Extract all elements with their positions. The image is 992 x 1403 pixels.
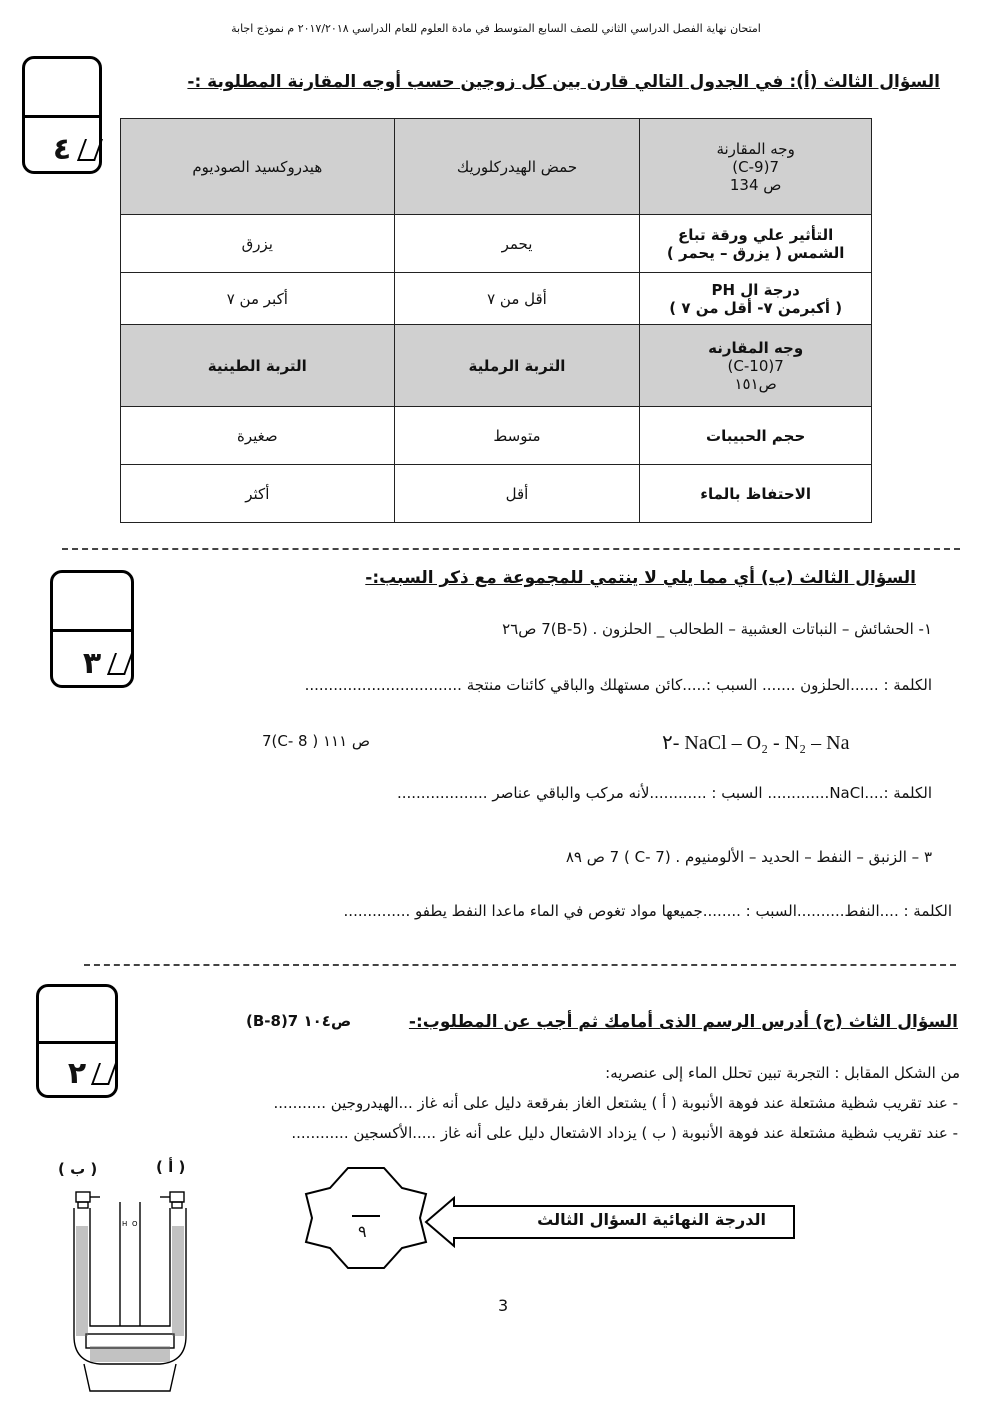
question-title: السؤال الثاث (ج) أدرس الرسم الذى أمامك ثم أجب عن المطلوب:- (408, 1012, 958, 1032)
electrolysis-apparatus-image (60, 1186, 200, 1396)
cell: يحمر (394, 215, 640, 273)
answer-1: الكلمة : ......الحلزون ....... السبب :.....كائن مستهلك والباقي كائنات منتجة ................................. (304, 676, 932, 694)
answer-line-b: - عند تقريب شظية مشتعلة عند فوهة الأنبوبة ( ب ) يزداد الاشتعال دليل على أنه غاز .....الأكسجين ............ (291, 1124, 958, 1142)
answer-3: الكلمة : ....النفط..........السبب : ........جميعها مواد تغوص في الماء ماعدا النفط يطفو .............. (343, 902, 952, 920)
score-box-q3b (50, 570, 134, 688)
cell: هيدروكسيد الصوديوم (121, 119, 395, 215)
question-title: السؤال الثالث (أ): في الجدول التالي قارن بين كل زوجين حسب أوجه المقارنة المطلوبة :- (187, 72, 940, 92)
final-score-label: الدرجة النهائية السؤال الثالث (537, 1210, 766, 1229)
section-divider (84, 964, 956, 966)
cell: أكبر من ٧ (121, 273, 395, 325)
table-row (121, 215, 872, 273)
cell: التربة الرملية (394, 325, 640, 407)
answer-2: الكلمة :....NaCl............. السبب : ............لأنه مركب والباقي عناصر ................... (396, 784, 932, 802)
aspect-line: التأثير علي ورقة تباع (677, 225, 834, 244)
intro-text: من الشكل المقابل : التجربة تبين تحلل الماء إلى عنصريه: (605, 1064, 960, 1082)
score-value: ٢ (67, 1056, 87, 1091)
aspect-line: ص١٥١ (734, 374, 777, 393)
tube-b-label: ( ب ) (58, 1160, 98, 1178)
cell: حجم الحبيبات (640, 407, 872, 465)
item-3: ٣ – الزنبق – النفط – الحديد – الألومنيوم . (C- 7 ) 7 ص ٨٩ (565, 848, 932, 866)
final-score-badge (302, 1164, 430, 1272)
final-score-denominator: ٩ (358, 1222, 367, 1241)
aspect-line: 7(C-9) (732, 157, 779, 176)
cell: صغيرة (121, 407, 395, 465)
comparison-table (120, 118, 872, 523)
table-row (121, 273, 872, 325)
table-row (121, 119, 872, 215)
question-ref: (B-8)7 ص١٠٤ (246, 1012, 352, 1030)
score-box-q3a (22, 56, 102, 174)
cell: أقل (394, 465, 640, 523)
aspect-line: ( أكبرمن ٧- أقل من ٧ ) (669, 298, 843, 317)
table-row (121, 325, 872, 407)
aspect-line: وجه المقارنه (708, 338, 804, 357)
score-box-q3c (36, 984, 118, 1098)
page-number: 3 (498, 1296, 509, 1315)
table-row (121, 465, 872, 523)
tube-a-label: ( أ ) (156, 1158, 186, 1176)
item-2: ٢- NaCl – O₂ - N₂ – Na (662, 732, 850, 754)
table-row (121, 407, 872, 465)
cell: أقل من ٧ (394, 273, 640, 325)
answer-line-a: - عند تقريب شظية مشتعلة عند فوهة الأنبوبة ( أ ) يشتعل الغاز بفرقعة دليل على أنه غاز ...الهيدروجين ........... (273, 1094, 958, 1112)
score-value: ٤ (52, 132, 72, 167)
score-value: ٣ (82, 646, 102, 681)
aspect-line: درجة ال PH (711, 280, 800, 299)
exam-header: امتحان نهاية الفصل الدراسي الثاني للصف السابع المتوسط في مادة العلوم للعام الدراسي ٢٠١٧/٢٠١٨ م نموذج اجابة (231, 22, 761, 35)
svg-text:O: O (132, 1220, 138, 1228)
cell: متوسط (394, 407, 640, 465)
cell: الاحتفاظ بالماء (640, 465, 872, 523)
aspect-line: ص 134 (729, 175, 782, 194)
section-divider (62, 548, 960, 550)
svg-text:H: H (122, 1220, 128, 1228)
aspect-line: وجه المقارنة (716, 139, 795, 158)
cell: أكثر (121, 465, 395, 523)
cell: يزرق (121, 215, 395, 273)
cell: التربة الطينية (121, 325, 395, 407)
aspect-line: 7(C-10) (727, 356, 784, 375)
item-2-ref: 7(C- 8 ) ص ١١١ (262, 732, 371, 750)
item-1: ١- الحشائش – النباتات العشبية – الطحالب _ الحلزون . (B-5)7 ص٢٦ (502, 620, 932, 638)
aspect-line: الشمس ( يزرق – يحمر ) (666, 243, 845, 262)
question-title: السؤال الثالث (ب) أي مما يلي لا ينتمي للمجموعة مع ذكر السبب:- (365, 568, 916, 588)
cell: حمض الهيدركلوريك (394, 119, 640, 215)
